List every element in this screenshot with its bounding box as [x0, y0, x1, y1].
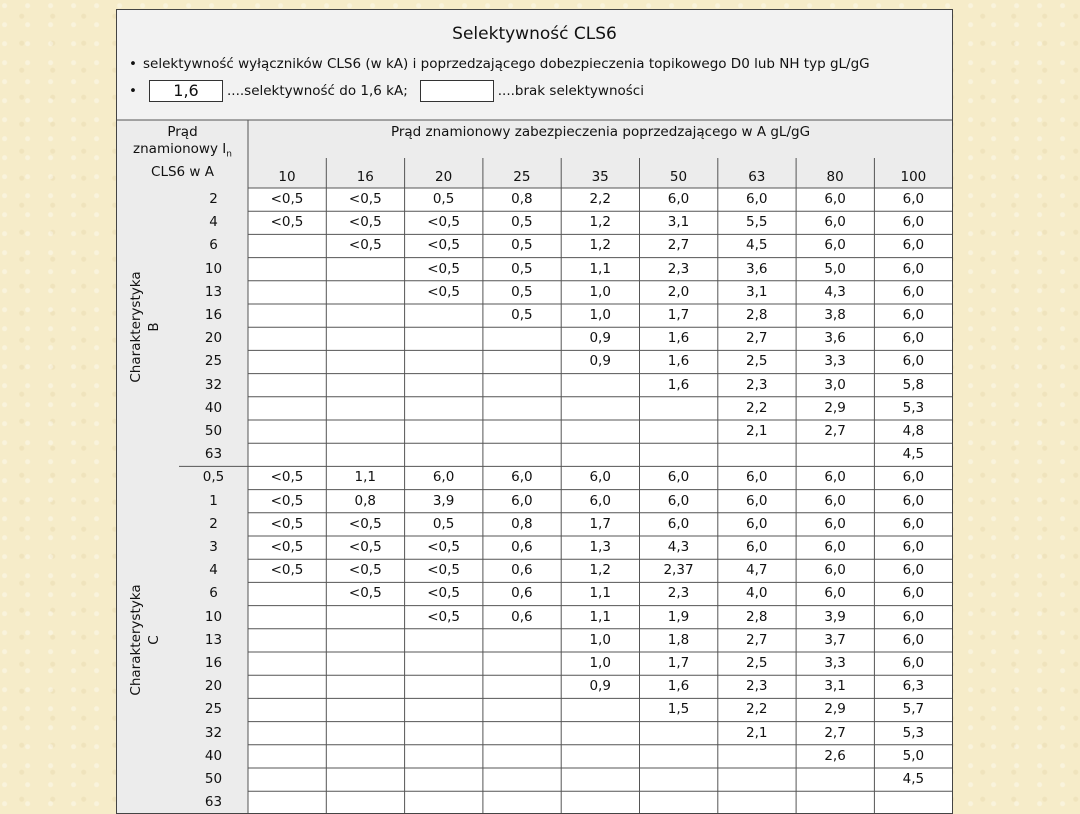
row-axis-header-line2: znamionowy $I_n$ [133, 141, 232, 160]
table-cell: 5,3 [902, 724, 925, 741]
table-cell: 1,0 [589, 655, 611, 671]
table-cell: 1,5 [667, 701, 690, 718]
row-axis-header-line3: CLS6 w A [151, 163, 214, 180]
column-header-20: 20 [435, 169, 453, 185]
table-cell: 0,5 [432, 191, 455, 207]
table-cell: 6,0 [824, 585, 846, 602]
table-cell: 2,5 [746, 655, 768, 671]
table-cell: 2,6 [824, 747, 846, 764]
table-cell: 1,2 [589, 214, 611, 231]
table-cell: 6,0 [902, 469, 925, 486]
row-label: 25 [204, 353, 223, 370]
table-cell: 6,0 [824, 539, 846, 555]
table-cell: 2,7 [667, 237, 690, 254]
table-cell: 6,0 [902, 214, 925, 231]
table-cell: 6,0 [824, 237, 846, 254]
table-cell: 3,1 [667, 214, 690, 231]
table-cell: <0,5 [427, 585, 460, 602]
table-cell: 2,3 [746, 376, 768, 393]
table-cell: <0,5 [348, 585, 382, 602]
table-cell: 3,1 [746, 283, 768, 300]
bullet: • [129, 83, 137, 99]
table-cell: 6,0 [432, 469, 455, 486]
table-cell: 2,5 [746, 353, 768, 370]
row-axis-header-line1: Prąd [167, 124, 198, 140]
table-cell: <0,5 [270, 515, 304, 532]
table-cell: <0,5 [348, 237, 382, 254]
table-cell: 1,9 [667, 608, 690, 625]
column-header-10: 10 [278, 169, 296, 185]
table-cell: 1,1 [589, 260, 611, 277]
table-cell: <0,5 [427, 260, 460, 277]
characteristic-label-C [127, 466, 167, 814]
table-cell: 6,0 [746, 469, 768, 486]
row-label: 3 [209, 539, 218, 555]
table-cell: 2,2 [746, 399, 768, 416]
row-label: 40 [204, 747, 223, 764]
table-cell: <0,5 [427, 562, 460, 579]
table-cell: 4,5 [902, 771, 925, 787]
table-cell: 6,0 [746, 492, 768, 509]
sheet-title: Selektywność CLS6 [452, 24, 617, 44]
table-cell: <0,5 [427, 237, 460, 254]
table-cell: 0,6 [511, 539, 533, 555]
table-cell: 2,3 [667, 585, 690, 602]
table-cell: 2,9 [824, 399, 846, 416]
table-cell: 6,0 [902, 353, 925, 370]
column-header-63: 63 [748, 169, 766, 185]
table-cell: <0,5 [427, 539, 460, 555]
table-cell: 6,0 [746, 539, 768, 555]
table-cell: 0,9 [589, 353, 611, 370]
table-cell: 1,7 [667, 655, 690, 671]
table-cell: 6,0 [589, 492, 611, 509]
row-label: 2 [209, 191, 218, 207]
table-cell: <0,5 [348, 214, 382, 231]
table-cell: 6,0 [746, 515, 768, 532]
table-cell: 0,5 [511, 214, 533, 231]
column-header-35: 35 [591, 169, 609, 185]
table-cell: 0,6 [511, 608, 533, 625]
row-label: 50 [204, 423, 223, 439]
row-label: 4 [209, 562, 218, 579]
row-label: 32 [204, 724, 223, 741]
row-label: 40 [204, 399, 223, 416]
table-cell: 6,0 [902, 260, 925, 277]
table-cell: <0,5 [270, 469, 304, 486]
characteristic-label-title: Charakterystyka [128, 584, 144, 696]
table-cell: 5,8 [902, 376, 925, 393]
table-cell: 0,8 [354, 492, 377, 509]
table-cell: 6,0 [824, 214, 846, 231]
characteristic-label-B [127, 188, 167, 466]
row-label: 16 [204, 655, 223, 671]
table-cell: 1,0 [589, 631, 611, 648]
column-header-80: 80 [826, 169, 844, 185]
table-cell: 1,1 [589, 608, 611, 625]
table-cell: 2,2 [589, 191, 611, 207]
table-cell: 3,6 [824, 330, 846, 347]
legend-no-selectivity-text: ....brak selektywności [497, 83, 644, 99]
table-cell: 6,0 [746, 191, 768, 207]
table-cell: <0,5 [348, 191, 382, 207]
legend-selective-box: 1,6 [149, 80, 223, 102]
row-label: 2 [209, 515, 218, 532]
table-cell: 2,7 [746, 330, 768, 347]
table-cell: 6,0 [511, 492, 533, 509]
row-label: 10 [204, 260, 223, 277]
table-cell: 1,0 [589, 283, 611, 300]
table-cell: 0,5 [432, 515, 455, 532]
table-cell: 2,1 [746, 724, 768, 741]
table-cell: <0,5 [270, 191, 304, 207]
table-cell: 6,0 [667, 469, 690, 486]
table-cell: 3,6 [746, 260, 768, 277]
table-cell: 6,0 [902, 562, 925, 579]
table-cell: 6,3 [902, 678, 925, 695]
row-label: 4 [209, 214, 218, 231]
column-header-16: 16 [356, 169, 374, 185]
table-cell: 6,0 [824, 191, 846, 207]
column-header-50: 50 [669, 169, 688, 185]
table-cell: <0,5 [270, 562, 304, 579]
subscript-n: n [226, 149, 232, 160]
table-cell: 1,6 [667, 376, 690, 393]
table-cell: 3,9 [824, 608, 846, 625]
row-label: 20 [204, 678, 223, 695]
table-cell: <0,5 [348, 539, 382, 555]
table-cell: <0,5 [427, 608, 460, 625]
column-header-100: 100 [900, 169, 927, 185]
table-cell: 6,0 [902, 237, 925, 254]
table-cell: 2,9 [824, 701, 846, 718]
table-cell: 2,3 [667, 260, 690, 277]
table-cell: 1,1 [354, 469, 377, 486]
table-cell: 0,6 [511, 562, 533, 579]
table-cell: <0,5 [270, 492, 304, 509]
table-cell: 2,3 [746, 678, 768, 695]
table-cell: 1,2 [589, 237, 611, 254]
table-cell: 1,2 [589, 562, 611, 579]
table-cell: 5,0 [824, 260, 846, 277]
row-label: 50 [204, 771, 223, 787]
table-cell: 4,0 [746, 585, 768, 602]
table-cell: 6,0 [902, 608, 925, 625]
table-cell: 6,0 [667, 515, 690, 532]
row-label: 16 [204, 307, 223, 323]
table-cell: 6,0 [667, 492, 690, 509]
table-cell: 2,7 [824, 724, 846, 741]
table-cell: 3,3 [824, 655, 846, 671]
table-cell: 3,7 [824, 631, 846, 648]
table-cell: 6,0 [902, 585, 925, 602]
description-text: selektywność wyłączników CLS6 (w kA) i poprzedzającego dobezpieczenia topikowego D0 lub NH typ gL/gG [143, 56, 870, 72]
row-label: 63 [204, 794, 223, 811]
table-cell: 5,0 [902, 747, 925, 764]
table-cell: 0,8 [511, 515, 533, 532]
table-cell: 4,5 [902, 446, 925, 463]
table-cell: 5,3 [902, 399, 925, 416]
bullet: • [129, 56, 137, 72]
table-cell: 1,6 [667, 330, 690, 347]
table-cell: 6,0 [902, 515, 925, 532]
row-label: 25 [204, 701, 223, 718]
table-cell: 6,0 [902, 330, 925, 347]
table-cell: 1,1 [589, 585, 611, 602]
table-cell: 2,7 [746, 631, 768, 648]
selectivity-sheet [116, 9, 953, 814]
table-cell: 3,9 [432, 492, 455, 509]
table-cell: 1,6 [667, 678, 690, 695]
table-cell: <0,5 [348, 515, 382, 532]
table-cell: 3,3 [824, 353, 846, 370]
table-cell: 4,3 [824, 283, 846, 300]
table-cell: 2,7 [824, 423, 846, 439]
table-cell: 1,3 [589, 539, 611, 555]
table-cell: 4,8 [902, 423, 925, 439]
table-cell: 6,0 [824, 492, 846, 509]
table-cell: 6,0 [667, 191, 690, 207]
row-label: 32 [204, 376, 223, 393]
row-label: 63 [204, 446, 223, 463]
table-cell: 2,0 [667, 283, 690, 300]
row-label: 13 [204, 283, 223, 300]
table-cell: 0,5 [511, 260, 533, 277]
table-cell: 1,7 [589, 515, 611, 532]
column-header-25: 25 [513, 169, 531, 185]
characteristic-label-title: Charakterystyka [128, 271, 145, 383]
table-cell: 3,0 [824, 376, 846, 393]
table-cell: 6,0 [902, 655, 925, 671]
table-cell: 1,7 [667, 307, 690, 323]
table-cell: <0,5 [348, 562, 382, 579]
table-cell: 0,8 [511, 191, 533, 207]
table-cell: 0,5 [511, 283, 533, 300]
table-cell: 4,5 [746, 237, 768, 254]
table-cell: 2,37 [663, 562, 694, 579]
table-cell: 1,8 [667, 631, 690, 648]
table-cell: 6,0 [902, 307, 925, 323]
column-group-title: Prąd znamionowy zabezpieczenia poprzedzającego w A gL/gG [390, 124, 811, 140]
table-cell: 3,1 [824, 678, 846, 695]
characteristic-label-letter: B [146, 322, 163, 332]
table-cell: <0,5 [270, 214, 304, 231]
table-cell: 0,9 [589, 678, 611, 695]
table-cell: 1,0 [589, 307, 611, 323]
table-cell: 6,0 [824, 562, 846, 579]
table-cell: 2,1 [746, 423, 768, 439]
row-label: 6 [209, 585, 218, 602]
table-cell: 0,5 [511, 237, 533, 254]
table-cell: 5,5 [746, 214, 768, 231]
table-cell: 6,0 [511, 469, 533, 486]
row-label: 6 [209, 237, 218, 254]
row-axis-header [117, 124, 248, 181]
table-cell: 6,0 [902, 492, 925, 509]
table-cell: 2,2 [746, 701, 768, 718]
table-cell: 6,0 [902, 539, 925, 555]
row-label: 1 [209, 492, 218, 509]
table-cell: 6,0 [824, 515, 846, 532]
table-cell: 0,6 [511, 585, 533, 602]
table-cell: 0,5 [511, 307, 533, 323]
table-cell: 6,0 [902, 283, 925, 300]
table-cell: 5,7 [902, 701, 925, 718]
table-cell: 2,8 [746, 307, 768, 323]
row-label: 13 [204, 631, 223, 648]
row-label: 20 [204, 330, 223, 347]
legend-selective-text: ....selektywność do 1,6 kA; [227, 83, 408, 99]
table-cell: 3,8 [824, 307, 846, 323]
table-cell: 6,0 [589, 469, 611, 486]
table-cell: 1,6 [667, 353, 690, 370]
table-cell: 2,8 [746, 608, 768, 625]
table-cell: <0,5 [270, 539, 304, 555]
table-cell: 4,3 [667, 539, 690, 555]
table-cell: 6,0 [824, 469, 846, 486]
row-label: 10 [204, 608, 223, 625]
table-cell: <0,5 [427, 214, 460, 231]
table-cell: 6,0 [902, 631, 925, 648]
table-cell: <0,5 [427, 283, 460, 300]
table-cell: 0,9 [589, 330, 611, 347]
row-label: 0,5 [202, 469, 225, 486]
table-cell: 4,7 [746, 562, 768, 579]
table-cell: 6,0 [902, 191, 925, 207]
characteristic-label-letter: C [146, 635, 162, 646]
